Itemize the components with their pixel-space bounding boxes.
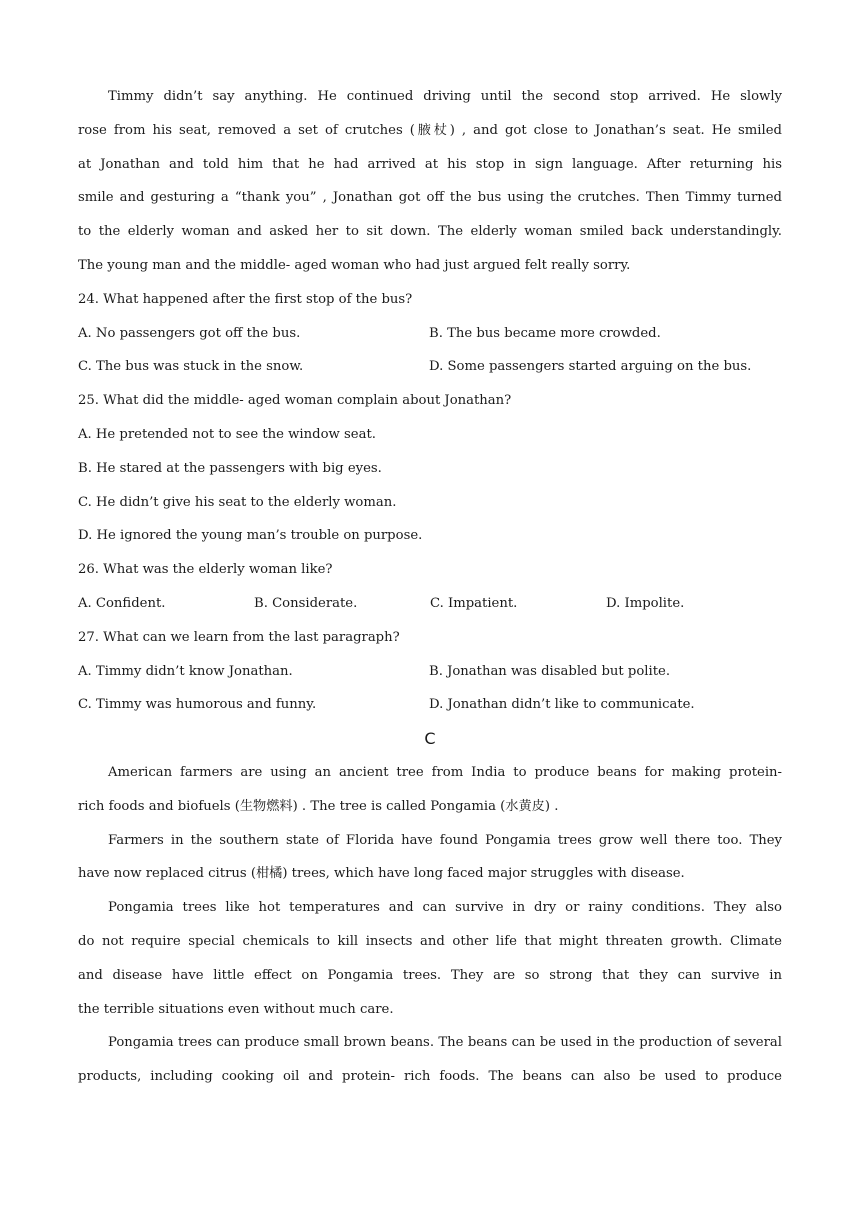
text-line: have now replaced citrus (柑橘) trees, which have long faced major struggles with disease.	[78, 866, 685, 882]
text-line: American farmers are using an ancient tree from India to produce beans for making protein-	[108, 764, 782, 780]
passage-paragraph	[78, 80, 782, 283]
section-c-paragraph-4	[78, 1026, 782, 1094]
question-stem: 24. What happened after the first stop of the bus?	[78, 291, 413, 307]
option-b: B. Jonathan was disabled but polite.	[429, 663, 671, 679]
options-row	[78, 317, 782, 351]
question-27	[78, 621, 782, 722]
option-a: A. He pretended not to see the window seat.	[78, 426, 376, 442]
question-26	[78, 553, 782, 621]
option-b: B. He stared at the passengers with big eyes.	[78, 460, 382, 476]
document-page	[78, 80, 782, 1094]
text-line: Farmers in the southern state of Florida have found Pongamia trees grow well there too. They	[108, 832, 782, 848]
text-line: Timmy didn’t say anything. He continued driving until the second stop arrived. He slowly	[108, 89, 782, 104]
section-c-paragraph-3	[78, 891, 782, 1026]
options-row	[78, 587, 782, 621]
question-stem: 25. What did the middle- aged woman complain about Jonathan?	[78, 393, 512, 409]
text-line: to the elderly woman and asked her to sit down. The elderly woman smiled back understandingly.	[78, 224, 782, 240]
options-row	[78, 688, 782, 722]
question-stem: 27. What can we learn from the last paragraph?	[78, 629, 400, 645]
option-c: C. He didn’t give his seat to the elderly woman.	[78, 494, 397, 510]
text-line: The young man and the middle- aged woman who had just argued felt really sorry.	[78, 257, 631, 273]
text-line: do not require special chemicals to kill insects and other life that might threaten growth. Climate	[78, 933, 782, 949]
question-25	[78, 384, 782, 553]
text-line: the terrible situations even without much care.	[78, 1001, 394, 1017]
option-d: D. He ignored the young man’s trouble on purpose.	[78, 528, 423, 544]
text-line: smile and gesturing a “thank you” , Jonathan got off the bus using the crutches. Then Timmy turned	[78, 190, 782, 206]
options-row	[78, 350, 782, 384]
text-line: Pongamia trees like hot temperatures and can survive in dry or rainy conditions. They also	[108, 900, 782, 916]
option-b: B. The bus became more crowded.	[429, 325, 661, 341]
section-c-paragraph-2	[78, 824, 782, 892]
option-c: C. Timmy was humorous and funny.	[78, 697, 317, 713]
text-line: at Jonathan and told him that he had arrived at his stop in sign language. After returning his	[78, 156, 782, 172]
option-d: D. Jonathan didn’t like to communicate.	[429, 697, 695, 713]
question-24	[78, 283, 782, 384]
text-line: rose from his seat, removed a set of crutches (腋杖) , and got close to Jonathan’s seat. He smiled	[78, 122, 782, 138]
option-a: A. Confident.	[78, 595, 166, 611]
question-stem: 26. What was the elderly woman like?	[78, 562, 333, 578]
option-c: C. Impatient.	[430, 595, 518, 611]
text-line: and disease have little effect on Pongamia trees. They are so strong that they can survive in	[78, 967, 782, 983]
option-d: D. Some passengers started arguing on the bus.	[429, 359, 752, 375]
text-line: Pongamia trees can produce small brown beans. The beans can be used in the production of several	[108, 1035, 782, 1051]
option-b: B. Considerate.	[254, 595, 358, 611]
option-d: D. Impolite.	[606, 595, 685, 611]
option-a: A. Timmy didn’t know Jonathan.	[78, 663, 293, 679]
section-c-paragraph-1	[78, 756, 782, 824]
option-c: C. The bus was stuck in the snow.	[78, 359, 304, 375]
text-line: rich foods and biofuels (生物燃料) . The tree is called Pongamia (水黄皮) .	[78, 798, 559, 814]
section-heading: C	[424, 729, 436, 749]
option-a: A. No passengers got off the bus.	[78, 325, 301, 341]
text-line: products, including cooking oil and protein- rich foods. The beans can also be used to produce	[78, 1069, 782, 1085]
options-row	[78, 655, 782, 689]
